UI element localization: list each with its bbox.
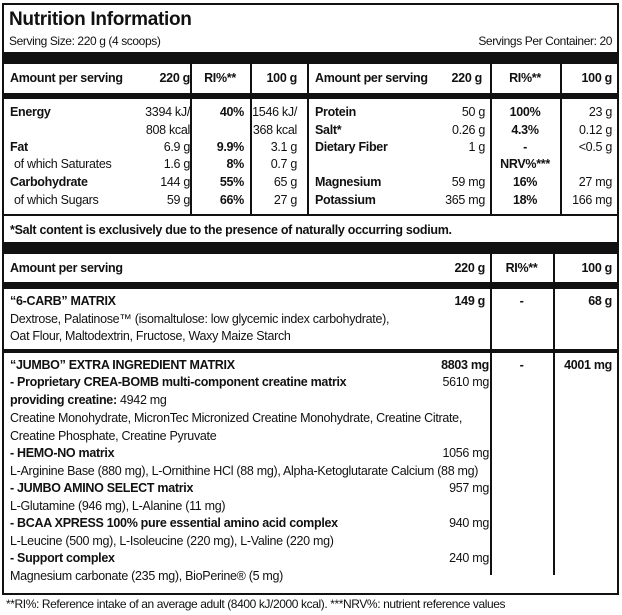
fat-220: 6.9 g [163,140,190,154]
top-thick-bar [3,52,618,62]
servings-per-container: Servings Per Container: 20 [478,34,612,48]
protein-ri: 100% [509,105,541,119]
support-line1: Magnesium carbonate (235 mg), BioPerine® (5 mg) [10,569,284,583]
carb-matrix-220: 149 g [454,294,485,308]
sugars-label: of which Sugars [14,193,99,207]
t1-col-div-1 [190,64,192,214]
crea-bomb-value: 5610 mg [442,375,489,389]
mid-thick-bar [3,242,618,254]
footnote: **RI%: Reference intake of an average adult (8400 kJ/2000 kcal). ***NRV%: nutrient reference values [6,597,506,611]
bcaa-title: - BCAA XPRESS 100% pure essential amino acid complex [10,516,338,530]
page-title: Nutrition Information [9,9,192,30]
protein-label: Protein [315,105,356,119]
salt-label: Salt* [315,123,342,137]
potassium-label: Potassium [315,193,376,207]
t2-header-amount: Amount per serving [10,261,123,275]
fiber-label: Dietary Fiber [315,140,388,154]
t1-left-header-100g: 100 g [266,71,297,85]
serving-size: Serving Size: 220 g (4 scoops) [9,34,161,48]
t1-left-header-amount: Amount per serving [10,71,123,85]
magnesium-nrv: 16% [512,175,538,189]
fat-label: Fat [10,140,28,154]
crea-bomb-title: - Proprietary CREA-BOMB multi-component creatine matrix [10,375,347,389]
hemo-value: 1056 mg [442,446,489,460]
saturates-220: 1.6 g [163,157,190,171]
t1-right-header-100g: 100 g [581,71,612,85]
carbohydrate-label: Carbohydrate [10,175,88,189]
fiber-ri: - [523,140,527,154]
bcaa-value: 940 mg [449,516,489,530]
carb-matrix-line1: Dextrose, Palatinose™ (isomaltulose: low glycemic index carbohydrate), [10,312,390,326]
t1-right-header-ri: RI%** [509,71,541,85]
carb-matrix-line2: Oat Flour, Maltodextrin, Fructose, Waxy Maize Starch [10,329,291,343]
carbohydrate-ri: 55% [219,175,244,189]
magnesium-label: Magnesium [315,175,382,189]
energy-ri: 40% [219,105,244,119]
carb-matrix-title: “6-CARB” MATRIX [10,294,116,308]
t1-col-div-2 [250,64,252,214]
salt-note: *Salt content is exclusively due to the presence of naturally occurring sodium. [10,223,452,237]
t1-right-header-220g: 220 g [451,71,482,85]
t1-col-div-mid [307,64,309,214]
magnesium-100: 27 mg [578,175,612,189]
carbohydrate-220: 144 g [160,175,190,189]
nrv-header: NRV%*** [500,157,550,171]
t2-header-220g: 220 g [454,261,485,275]
support-value: 240 mg [449,551,489,565]
amino-value: 957 mg [449,481,489,495]
jumbo-matrix-ri: - [519,358,524,372]
t1-left-header-220g: 220 g [159,71,190,85]
protein-100: 23 g [588,105,612,119]
salt-100: 0.12 g [579,123,612,137]
table1-bottom [3,214,618,216]
potassium-nrv: 18% [512,193,538,207]
amino-title: - JUMBO AMINO SELECT matrix [10,481,194,495]
support-title: - Support complex [10,551,115,565]
hemo-line1: L-Arginine Base (880 mg), L-Ornithine HCl (88 mg), Alpha-Ketoglutarate Calcium (88 mg) [10,464,479,478]
t2-header-ri: RI%** [505,261,538,275]
t1-left-header-ri: RI%** [204,71,236,85]
amino-line1: L-Glutamine (946 mg), L-Alanine (11 mg) [10,499,226,513]
t1-col-div-4 [560,64,562,214]
t1-col-div-3 [490,64,492,214]
crea-providing [10,394,167,407]
saturates-ri: 8% [226,157,244,171]
sugars-100: 27 g [273,193,297,207]
jumbo-matrix-100: 4001 mg [564,358,612,372]
saturates-label: of which Saturates [14,157,112,171]
carbohydrate-100: 65 g [273,175,297,189]
fat-ri: 9.9% [216,140,244,154]
carb-matrix-100: 68 g [588,294,612,308]
energy-100-kj: 1546 kJ/ [252,105,297,119]
magnesium-220: 59 mg [451,175,485,189]
t1-right-header-amount: Amount per serving [315,71,428,85]
t2-header-bottom [3,282,618,289]
energy-220-kcal: 808 kcal [145,123,190,137]
table1-header-bottom [3,93,618,99]
fiber-220: 1 g [468,140,485,154]
crea-line2: Creatine Phosphate, Creatine Pyruvate [10,429,217,443]
hemo-title: - HEMO-NO matrix [10,446,115,460]
potassium-220: 365 mg [445,193,485,207]
protein-220: 50 g [461,105,485,119]
t2-header-100g: 100 g [581,261,612,275]
carb-matrix-ri: - [519,294,524,308]
salt-ri: 4.3% [511,123,539,137]
crea-line1: Creatine Monohydrate, MicronTec Micronized Creatine Monohydrate, Creatine Citrate, [10,411,463,425]
saturates-100: 0.7 g [270,157,297,171]
energy-label: Energy [10,105,51,119]
t2-col-div-2 [553,254,555,575]
sugars-220: 59 g [166,193,190,207]
bcaa-line1: L-Leucine (500 mg), L-Isoleucine (220 mg), L-Valine (220 mg) [10,534,334,548]
crea-providing-label: providing creatine: [10,393,117,407]
potassium-100: 166 mg [572,193,612,207]
sugars-ri: 66% [219,193,244,207]
fat-100: 3.1 g [270,140,297,154]
crea-providing-value: 4942 mg [116,393,167,407]
carb-jumbo-divider [3,349,618,353]
energy-100-kcal: 368 kcal [252,123,297,137]
jumbo-matrix-220: 8803 mg [441,358,489,372]
energy-220-kj: 3394 kJ/ [145,105,190,119]
salt-220: 0.26 g [452,123,485,137]
jumbo-matrix-title: “JUMBO” EXTRA INGREDIENT MATRIX [10,358,235,372]
fiber-100: <0.5 g [578,140,612,154]
table1-header-top [3,62,618,64]
